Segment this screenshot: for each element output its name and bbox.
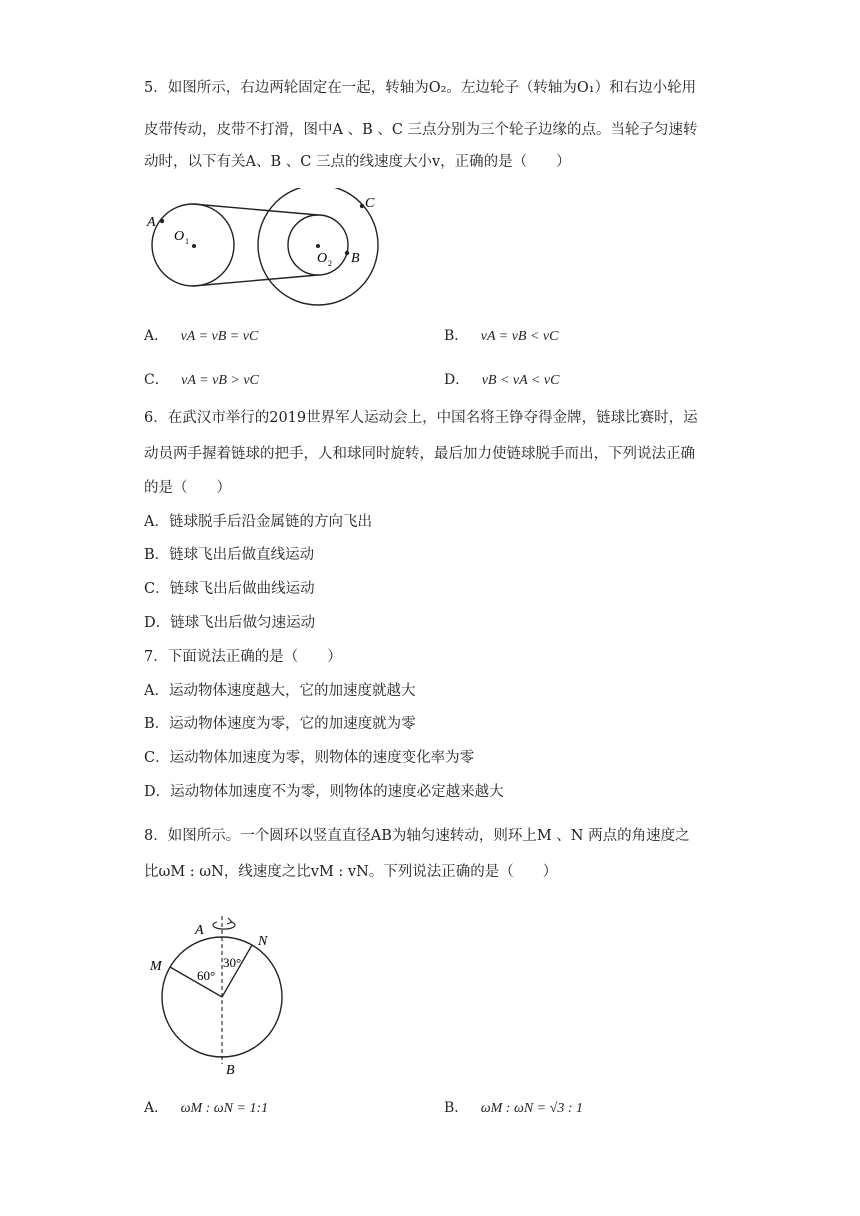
label-o2: O: [317, 251, 328, 266]
q6-option-c[interactable]: C．链球飞出后做曲线运动: [144, 581, 315, 597]
rotation-arrowhead-icon: [227, 918, 232, 924]
ring-figure: [140, 912, 300, 1077]
o2-dot: [316, 244, 320, 248]
q5-option-c[interactable]: [144, 370, 259, 391]
q5-stem-line-1: 5．如图所示，右边两轮固定在一起，转轴为O₂。左边轮子（转轴为O₁）和右边小轮用: [144, 80, 697, 96]
q7-option-b[interactable]: B．运动物体速度为零，它的加速度就为零: [144, 716, 416, 732]
label-a: A: [195, 923, 204, 938]
q5-option-b-text: vA = vB < vC: [480, 329, 559, 344]
q6-stem-line-2: 动员两手握着链球的把手，人和球同时旋转，最后加力使链球脱手而出，下列说法正确: [144, 446, 695, 462]
q5-option-a-text: vA = vB = vC: [180, 329, 259, 344]
q8-option-a-text: ωM : ωN = 1:1: [180, 1101, 269, 1116]
q5-option-a-key: A．: [144, 328, 169, 344]
radius-to-n: [222, 945, 252, 997]
belt-bottom: [193, 275, 318, 286]
point-a-dot: [160, 219, 164, 223]
label-b: B: [351, 251, 360, 266]
q7-option-c[interactable]: C．运动物体加速度为零，则物体的速度变化率为零: [144, 750, 475, 766]
q7-stem: 7．下面说法正确的是（ ）: [144, 649, 342, 665]
label-angle-60: 60°: [197, 968, 216, 983]
q6-option-a[interactable]: A．链球脱手后沿金属链的方向飞出: [144, 514, 372, 530]
q5-option-d-text: vB < vA < vC: [481, 373, 560, 388]
o1-dot: [192, 244, 196, 248]
q6-stem-line-1: 6．在武汉市举行的2019世界军人运动会上，中国名将王铮夺得金牌，链球比赛时，运: [144, 410, 698, 426]
q7-option-a[interactable]: A．运动物体速度越大，它的加速度就越大: [144, 683, 416, 699]
q8-option-a[interactable]: [144, 1098, 268, 1119]
point-b-dot: [345, 251, 349, 255]
q8-stem-line-1: 8．如图所示。一个圆环以竖直直径AB为轴匀速转动，则环上M 、N 两点的角速度之: [144, 828, 690, 844]
q5-option-b-key: B．: [444, 328, 469, 344]
q5-option-b[interactable]: [444, 326, 558, 347]
q8-option-b-key: B．: [444, 1100, 469, 1116]
label-n: N: [258, 934, 268, 949]
label-m: M: [150, 959, 162, 974]
label-o2-sub: 2: [328, 259, 332, 268]
q5-option-d-key: D．: [444, 372, 470, 388]
q8-option-b-text: ωM : ωN = √3 : 1: [480, 1101, 583, 1116]
belt-top: [193, 204, 318, 215]
q6-option-d[interactable]: D．链球飞出后做匀速运动: [144, 615, 316, 631]
q5-option-c-text: vA = vB > vC: [181, 373, 259, 388]
q8-stem-line-2: 比ωM : ωN，线速度之比vM : vN。下列说法正确的是（ ）: [144, 864, 558, 880]
point-c-dot: [360, 204, 364, 208]
label-b: B: [226, 1063, 235, 1077]
q5-option-d[interactable]: [444, 370, 559, 391]
q5-stem-line-3: 动时，以下有关A、B 、C 三点的线速度大小v，正确的是（ ）: [144, 154, 571, 170]
rotation-arrow-icon: [213, 922, 235, 929]
pulley-figure: [140, 188, 390, 313]
q7-option-d[interactable]: D．运动物体加速度不为零，则物体的速度必定越来越大: [144, 784, 504, 800]
q5-option-c-key: C．: [144, 372, 169, 388]
label-angle-30: 30°: [223, 955, 242, 970]
q5-stem-line-2: 皮带传动，皮带不打滑，图中A 、B 、C 三点分别为三个轮子边缘的点。当轮子匀速转: [144, 122, 698, 138]
label-o1: O: [174, 229, 185, 244]
q6-option-b[interactable]: B．链球飞出后做直线运动: [144, 547, 315, 563]
label-a: A: [147, 215, 156, 230]
q8-option-a-key: A．: [144, 1100, 169, 1116]
q5-option-a[interactable]: [144, 326, 258, 347]
label-o1-sub: 1: [185, 237, 189, 246]
label-c: C: [365, 196, 375, 211]
q8-option-b[interactable]: [444, 1098, 583, 1119]
q6-stem-line-3: 的是（ ）: [144, 480, 231, 496]
